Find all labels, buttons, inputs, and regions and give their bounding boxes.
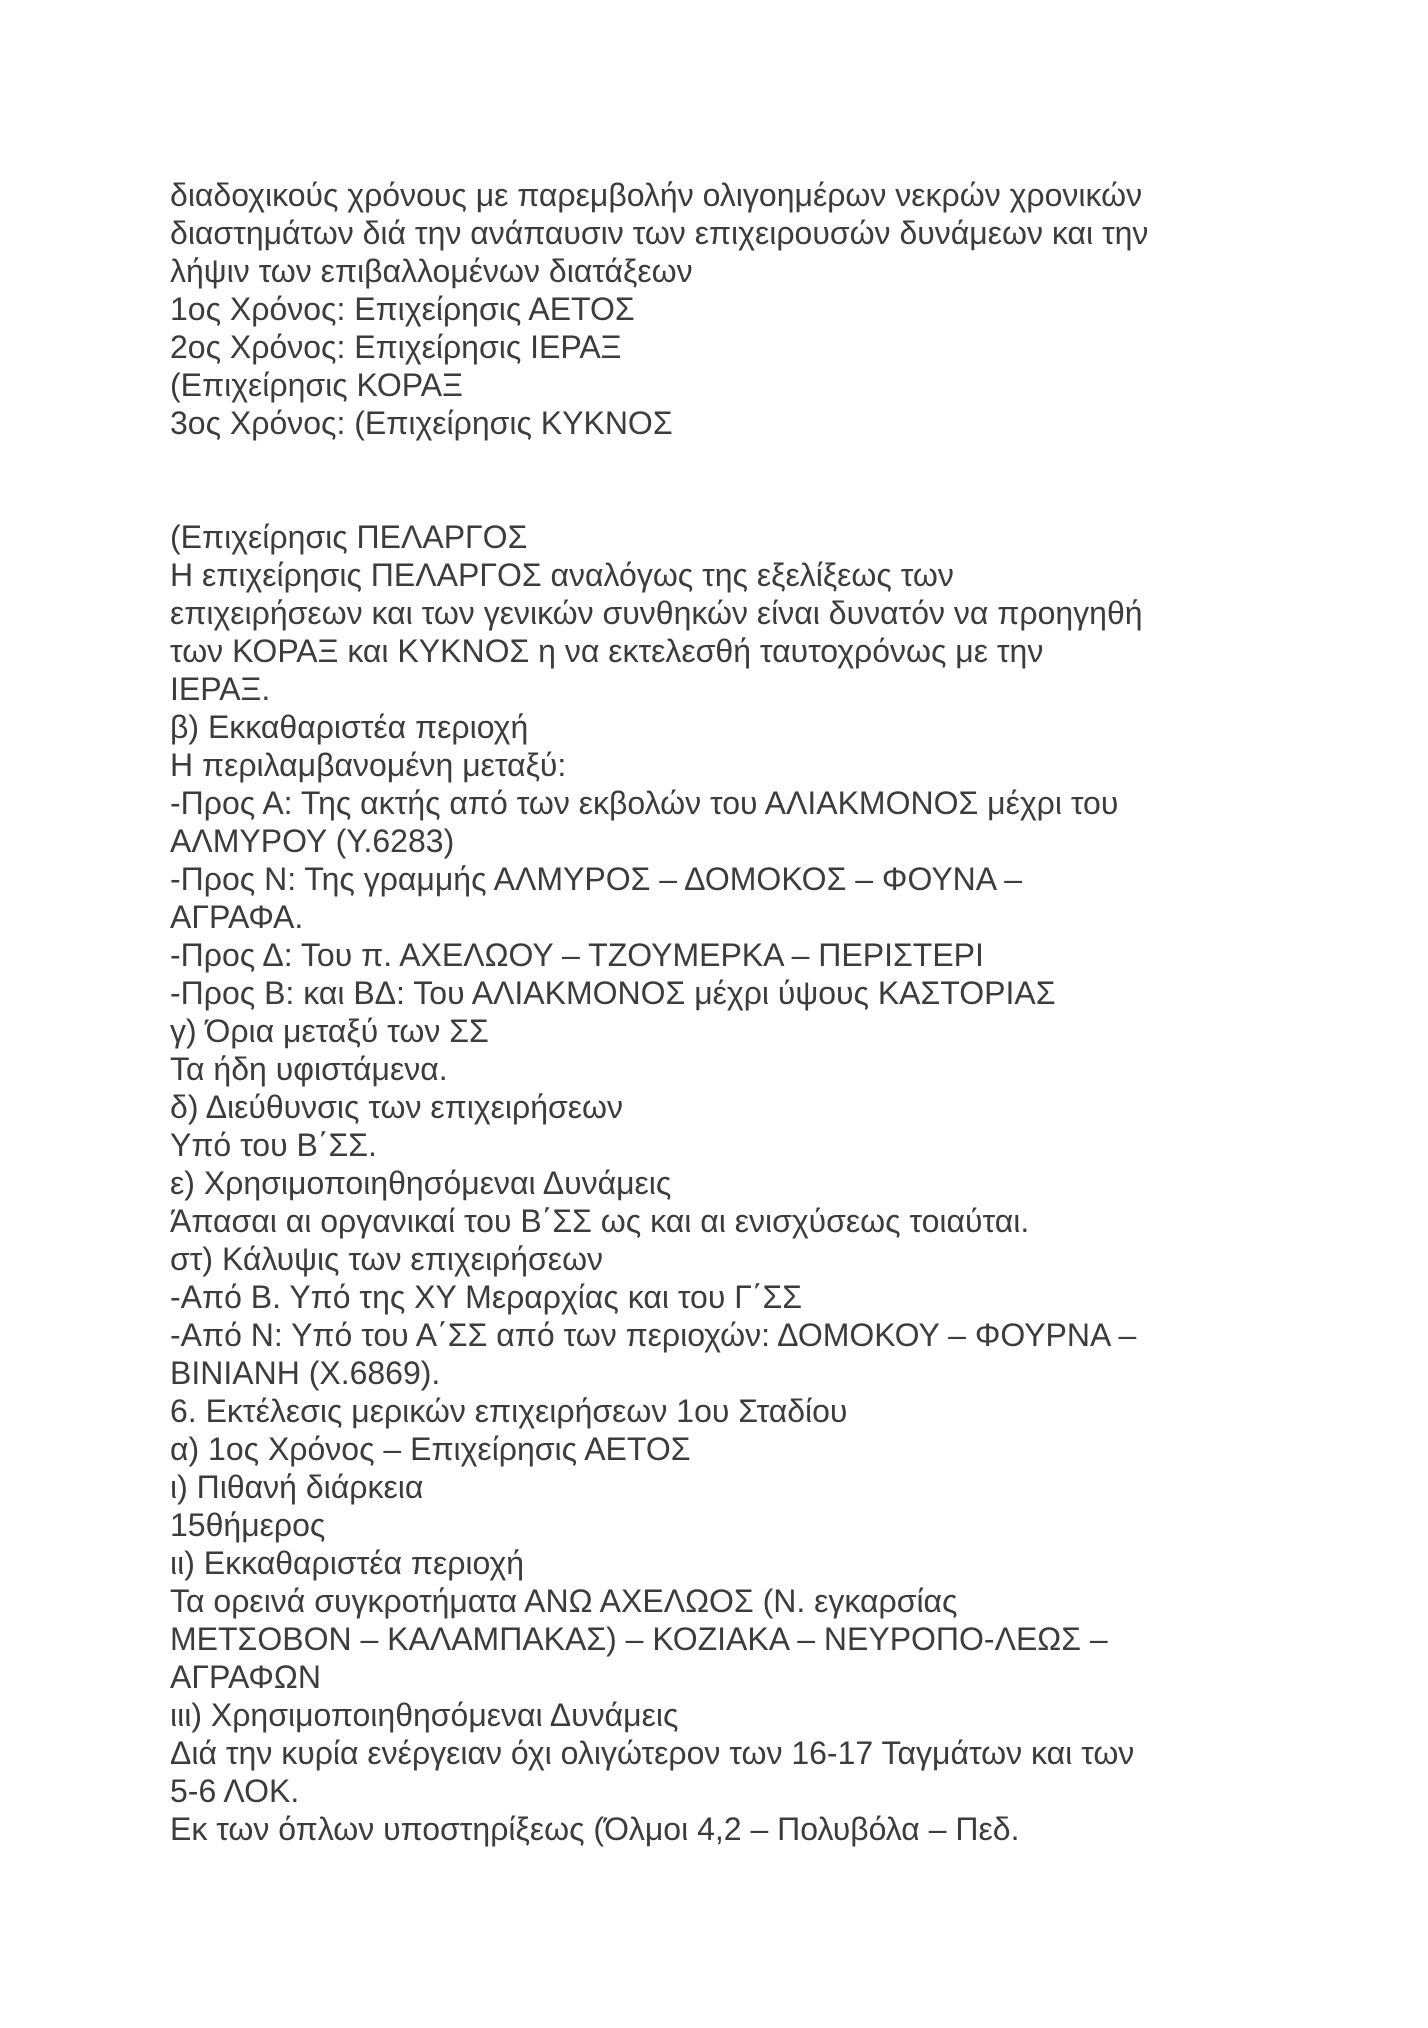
document-line: -Προς Α: Της ακτής από των εκβολών του ΑΛΙΑΚΜΟΝΟΣ μέχρι του: [170, 785, 1119, 821]
document-line: ΜΕΤΣΟΒΟΝ – ΚΑΛΑΜΠΑΚΑΣ) – ΚΟΖΙΑΚΑ – ΝΕΥΡΟΠΟ-ΛΕΩΣ –: [170, 1621, 1108, 1657]
document-line: δ) Διεύθυνσις των επιχειρήσεων: [170, 1089, 623, 1125]
document-line: διαστημάτων διά την ανάπαυσιν των επιχειρουσών δυνάμεων και την: [170, 215, 1149, 251]
document-line: ιι) Εκκαθαριστέα περιοχή: [170, 1545, 525, 1581]
document-line: 3ος Χρόνος: (Επιχείρησις ΚΥΚΝΟΣ: [170, 405, 673, 441]
document-line: 15θήμερος: [170, 1507, 326, 1543]
document-line: λήψιν των επιβαλλομένων διατάξεων: [170, 253, 693, 289]
document-line: -Από Ν: Υπό του Α΄ΣΣ από των περιοχών: ΔΟΜΟΚΟΥ – ΦΟΥΡΝΑ –: [170, 1317, 1137, 1353]
blank-line: [170, 442, 1358, 480]
document-line: Υπό του Β΄ΣΣ.: [170, 1127, 377, 1163]
document-line: ΒΙΝΙΑΝΗ (Χ.6869).: [170, 1355, 441, 1391]
document-line: -Από Β. Υπό της ΧΥ Μεραρχίας και του Γ΄ΣΣ: [170, 1279, 803, 1315]
document-line: Άπασαι αι οργανικαί του Β΄ΣΣ ως και αι ενισχύσεως τοιαύται.: [170, 1203, 1030, 1239]
document-line: ε) Χρησιμοποιηθησόμεναι Δυνάμεις: [170, 1165, 672, 1201]
document-line: Τα ήδη υφιστάμενα.: [170, 1051, 448, 1087]
document-line: 1ος Χρόνος: Επιχείρησις ΑΕΤΟΣ: [170, 291, 635, 327]
document-line: 6. Εκτέλεσις μερικών επιχειρήσεων 1ου Σταδίου: [170, 1393, 848, 1429]
document-line: ΙΕΡΑΞ.: [170, 671, 271, 707]
document-line: ΑΛΜΥΡΟΥ (Υ.6283): [170, 823, 455, 859]
document-line: Διά την κυρία ενέργειαν όχι ολιγώτερον των 16-17 Ταγμάτων και των: [170, 1735, 1135, 1771]
document-text-block: [170, 176, 1358, 1848]
document-line: ιιι) Χρησιμοποιηθησόμεναι Δυνάμεις: [170, 1697, 679, 1733]
document-line: επιχειρήσεων και των γενικών συνθηκών είναι δυνατόν να προηγηθή: [170, 595, 1143, 631]
document-line: ΑΓΡΑΦΩΝ: [170, 1659, 321, 1695]
document-line: -Προς Δ: Του π. ΑΧΕΛΩΟΥ – ΤΖΟΥΜΕΡΚΑ – ΠΕΡΙΣΤΕΡΙ: [170, 937, 984, 973]
document-line: 5-6 ΛΟΚ.: [170, 1773, 300, 1809]
document-line: α) 1ος Χρόνος – Επιχείρησις ΑΕΤΟΣ: [170, 1431, 691, 1467]
document-line: β) Εκκαθαριστέα περιοχή: [170, 709, 529, 745]
document-line: Τα ορεινά συγκροτήματα ΑΝΩ ΑΧΕΛΩΟΣ (Ν. εγκαρσίας: [170, 1583, 958, 1619]
document-line: ι) Πιθανή διάρκεια: [170, 1469, 424, 1505]
document-line: Η επιχείρησις ΠΕΛΑΡΓΟΣ αναλόγως της εξελίξεως των: [170, 557, 954, 593]
document-line: -Προς Β: και ΒΔ: Του ΑΛΙΑΚΜΟΝΟΣ μέχρι ύψους ΚΑΣΤΟΡΙΑΣ: [170, 975, 1056, 1011]
document-line: γ) Όρια μεταξύ των ΣΣ: [170, 1013, 489, 1049]
document-line: Η περιλαμβανομένη μεταξύ:: [170, 747, 567, 783]
document-line: -Προς Ν: Της γραμμής ΑΛΜΥΡΟΣ – ΔΟΜΟΚΟΣ – ΦΟΥΝΑ –: [170, 861, 1023, 897]
document-line: στ) Κάλυψις των επιχειρήσεων: [170, 1241, 604, 1277]
document-line: των ΚΟΡΑΞ και ΚΥΚΝΟΣ η να εκτελεσθή ταυτοχρόνως με την: [170, 633, 1044, 669]
document-line: 2ος Χρόνος: Επιχείρησις ΙΕΡΑΞ: [170, 329, 622, 365]
document-line: (Επιχείρησις ΠΕΛΑΡΓΟΣ: [170, 519, 528, 555]
blank-line: [170, 480, 1358, 518]
document-line: (Επιχείρησις ΚΟΡΑΞ: [170, 367, 463, 403]
document-line: Εκ των όπλων υποστηρίξεως (Όλμοι 4,2 – Πολυβόλα – Πεδ.: [170, 1811, 1020, 1847]
document-line: ΑΓΡΑΦΑ.: [170, 899, 304, 935]
document-line: διαδοχικούς χρόνους με παρεμβολήν ολιγοημέρων νεκρών χρονικών: [170, 177, 1143, 213]
